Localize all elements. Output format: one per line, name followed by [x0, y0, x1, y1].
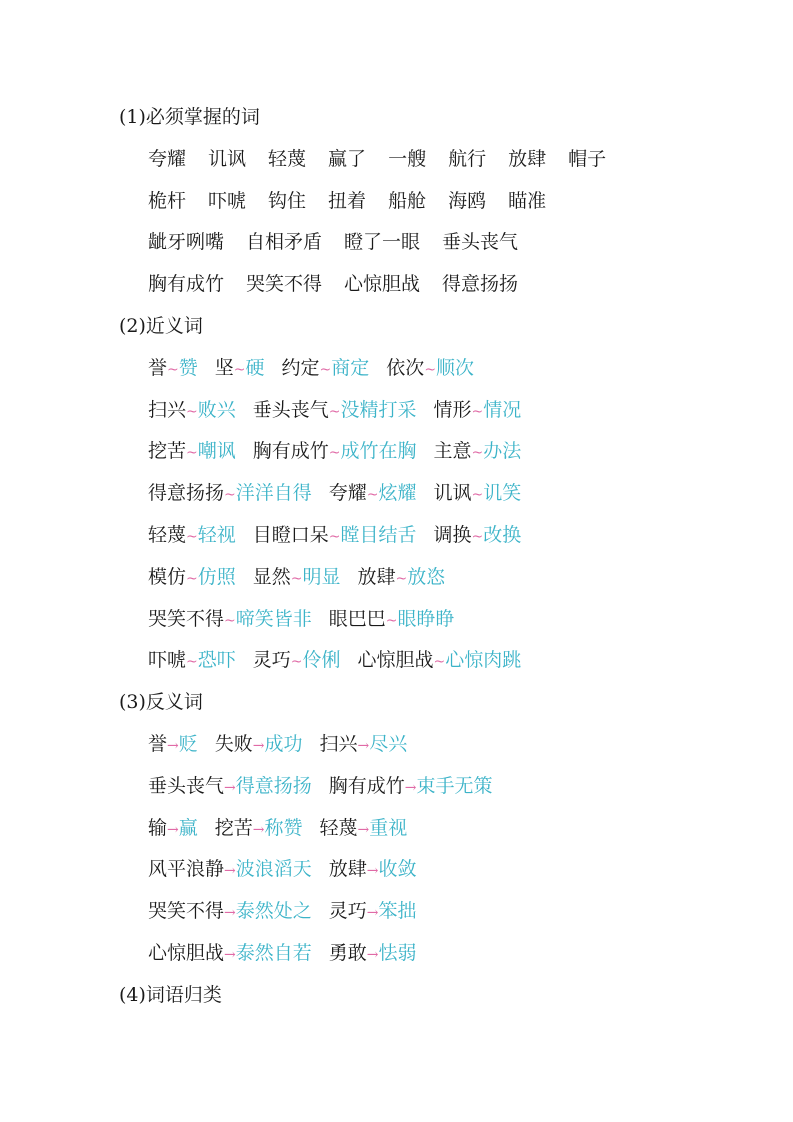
- word-row: [148, 774, 493, 800]
- vocab-word: [442, 230, 518, 254]
- word-row: [148, 607, 455, 633]
- synonym-tilde-icon: ~: [395, 570, 408, 587]
- word-text: 得意扬扬: [442, 273, 519, 296]
- word-text: 扭着: [328, 189, 367, 212]
- word-text: 誉: [148, 733, 168, 755]
- word-text: 依次: [386, 356, 425, 379]
- answer-word: 尽兴: [369, 733, 408, 755]
- word-pair: [215, 356, 265, 382]
- word-pair: [148, 481, 312, 507]
- word-pair: [320, 732, 408, 758]
- answer-word: 称赞: [264, 816, 303, 839]
- word-pair: [148, 899, 312, 925]
- word-text: 讥讽: [433, 482, 472, 505]
- answer-word: 束手无策: [416, 774, 493, 797]
- answer-word: 笨拙: [378, 900, 417, 923]
- vocab-word: [328, 189, 366, 213]
- word-pair: [148, 941, 312, 967]
- word-text: 龇牙咧嘴: [148, 231, 225, 254]
- section-heading: (1)必须掌握的词: [119, 106, 260, 128]
- vocab-word: [148, 272, 224, 296]
- answer-word: 成竹在胸: [340, 440, 417, 463]
- answer-word: 商定: [331, 356, 370, 379]
- antonym-arrow-icon: →: [366, 947, 379, 963]
- word-row: [148, 523, 521, 549]
- word-row: [148, 481, 521, 507]
- answer-word: 办法: [483, 440, 522, 463]
- antonym-arrow-icon: →: [167, 738, 179, 754]
- synonym-tilde-icon: ~: [433, 654, 446, 671]
- word-text: 垂头丧气: [148, 774, 225, 797]
- antonym-arrow-icon: →: [167, 821, 179, 838]
- antonym-arrow-icon: →: [366, 863, 379, 880]
- word-pair: [215, 732, 303, 758]
- answer-word: 心惊肉跳: [445, 649, 522, 672]
- synonym-tilde-icon: ~: [186, 654, 198, 671]
- word-pair: [434, 398, 522, 424]
- answer-word: 泰然自若: [235, 942, 312, 964]
- word-row: [148, 857, 417, 883]
- answer-word: 仿照: [197, 565, 236, 588]
- word-pair: [148, 523, 236, 549]
- word-text: 挖苦: [214, 816, 253, 839]
- word-pair: [148, 774, 312, 800]
- word-row: [148, 732, 407, 758]
- answer-word: 轻视: [197, 524, 236, 546]
- word-pair: [148, 857, 312, 883]
- word-text: 眼巴巴: [328, 607, 386, 630]
- word-text: 帽子: [568, 147, 607, 170]
- word-text: 轻蔑: [148, 524, 187, 546]
- word-text: 胸有成竹: [252, 440, 329, 463]
- synonym-tilde-icon: ~: [328, 403, 341, 420]
- word-pair: [282, 356, 370, 382]
- answer-word: 重视: [369, 816, 408, 839]
- word-text: 瞪了一眼: [344, 231, 421, 254]
- word-row: [148, 147, 606, 171]
- word-pair: [329, 941, 417, 967]
- answer-word: 炫耀: [378, 482, 417, 505]
- vocab-word: [448, 189, 486, 213]
- vocab-word: [568, 147, 606, 171]
- word-text: 瞄准: [508, 189, 547, 212]
- word-pair: [386, 356, 474, 382]
- word-text: 誉: [148, 356, 168, 379]
- word-text: 夸耀: [328, 482, 367, 505]
- word-text: 灵巧: [328, 900, 367, 923]
- synonym-tilde-icon: ~: [186, 403, 198, 420]
- vocab-word: [208, 147, 246, 171]
- word-pair: [320, 816, 408, 842]
- word-pair: [358, 565, 446, 591]
- word-text: 显然: [252, 565, 291, 588]
- vocab-word: [388, 147, 426, 171]
- answer-word: 嘲讽: [197, 440, 236, 463]
- synonym-tilde-icon: ~: [366, 487, 379, 504]
- word-pair: [215, 816, 303, 842]
- word-row: [148, 899, 417, 925]
- answer-word: 放恣: [407, 565, 446, 588]
- answer-word: 讥笑: [483, 482, 522, 505]
- word-pair: [329, 899, 417, 925]
- antonym-arrow-icon: →: [224, 905, 236, 922]
- synonym-tilde-icon: ~: [471, 529, 484, 545]
- word-text: 目瞪口呆: [252, 524, 329, 546]
- section-heading: (4)词语归类: [119, 983, 222, 1006]
- word-text: 心惊胆战: [357, 649, 434, 672]
- word-text: 心惊胆战: [344, 273, 421, 296]
- antonym-arrow-icon: →: [357, 738, 370, 754]
- word-pair: [253, 565, 341, 591]
- word-text: 扫兴: [319, 733, 358, 755]
- word-text: 桅杆: [148, 189, 187, 212]
- vocab-word: [448, 147, 486, 171]
- word-text: 讥讽: [208, 147, 247, 170]
- word-text: 放肆: [508, 147, 547, 170]
- word-row: [148, 398, 521, 424]
- word-row: [148, 230, 518, 254]
- answer-word: 伶俐: [302, 649, 341, 672]
- synonym-tilde-icon: ~: [186, 529, 198, 545]
- answer-word: 贬: [178, 733, 198, 755]
- word-text: 风平浪静: [148, 858, 225, 881]
- word-text: 哭笑不得: [246, 273, 323, 296]
- vocab-word: [148, 189, 186, 213]
- antonym-arrow-icon: →: [252, 821, 265, 838]
- word-text: 放肆: [328, 858, 367, 881]
- word-pair: [329, 481, 417, 507]
- word-pair: [434, 481, 522, 507]
- word-row: [148, 565, 445, 591]
- answer-word: 波浪滔天: [235, 858, 312, 881]
- vocab-word: [268, 189, 306, 213]
- word-pair: [358, 648, 522, 674]
- antonym-arrow-icon: →: [357, 821, 370, 838]
- word-text: 挖苦: [148, 440, 187, 463]
- word-text: 赢了: [328, 147, 367, 170]
- word-text: 坚: [214, 356, 234, 379]
- antonym-arrow-icon: →: [404, 779, 417, 796]
- answer-word: 赞: [178, 356, 198, 379]
- word-pair: [148, 398, 236, 424]
- word-text: 吓唬: [148, 649, 187, 672]
- word-pair: [434, 439, 522, 465]
- synonym-tilde-icon: ~: [290, 570, 303, 587]
- vocab-word: [344, 272, 420, 296]
- word-text: 输: [148, 816, 168, 839]
- word-text: 调换: [433, 524, 472, 546]
- word-text: 自相矛盾: [246, 231, 323, 254]
- word-text: 哭笑不得: [148, 900, 225, 923]
- word-text: 模仿: [148, 565, 187, 588]
- synonym-tilde-icon: ~: [224, 487, 236, 504]
- answer-word: 明显: [302, 565, 341, 588]
- word-row: [148, 648, 521, 674]
- word-row: [148, 439, 521, 465]
- word-pair: [148, 648, 236, 674]
- word-row: [148, 272, 518, 296]
- answer-word: 眼睁睁: [397, 607, 455, 630]
- answer-word: 瞠目结舌: [340, 524, 417, 546]
- word-text: 胸有成竹: [328, 774, 405, 797]
- word-pair: [253, 648, 341, 674]
- answer-word: 洋洋自得: [235, 482, 312, 505]
- synonym-tilde-icon: ~: [471, 445, 484, 462]
- answer-word: 硬: [245, 356, 265, 379]
- synonym-tilde-icon: ~: [319, 361, 332, 378]
- answer-word: 收敛: [378, 858, 417, 881]
- word-pair: [253, 523, 417, 549]
- vocab-word: [246, 230, 322, 254]
- antonym-arrow-icon: →: [366, 905, 379, 922]
- word-row: [148, 941, 417, 967]
- section-heading: (3)反义词: [119, 691, 203, 714]
- synonym-tilde-icon: ~: [167, 361, 179, 378]
- vocab-word: [508, 189, 546, 213]
- word-pair: [148, 439, 236, 465]
- vocab-word: [246, 272, 322, 296]
- vocab-word: [328, 147, 366, 171]
- answer-word: 改换: [483, 524, 522, 546]
- synonym-tilde-icon: ~: [233, 361, 246, 378]
- word-text: 心惊胆战: [148, 942, 225, 964]
- word-text: 轻蔑: [319, 816, 358, 839]
- word-pair: [148, 732, 198, 758]
- answer-word: 得意扬扬: [235, 774, 312, 797]
- word-row: [148, 356, 474, 382]
- vocab-word: [344, 230, 420, 254]
- synonym-tilde-icon: ~: [328, 445, 341, 462]
- word-text: 航行: [448, 147, 487, 170]
- word-text: 海鸥: [448, 189, 487, 212]
- answer-word: 败兴: [197, 398, 236, 421]
- vocab-word: [268, 147, 306, 171]
- word-text: 扫兴: [148, 398, 187, 421]
- vocab-word: [208, 189, 246, 213]
- word-pair: [253, 439, 417, 465]
- answer-word: 怯弱: [378, 942, 417, 964]
- answer-word: 没精打采: [340, 398, 417, 421]
- word-text: 灵巧: [252, 649, 291, 672]
- antonym-arrow-icon: →: [224, 863, 236, 880]
- word-pair: [329, 774, 493, 800]
- word-text: 一艘: [388, 147, 427, 170]
- word-text: 得意扬扬: [148, 482, 225, 505]
- synonym-tilde-icon: ~: [424, 361, 437, 378]
- vocab-word: [442, 272, 518, 296]
- word-text: 吓唬: [208, 189, 247, 212]
- vocab-word: [148, 147, 186, 171]
- synonym-tilde-icon: ~: [471, 403, 484, 420]
- answer-word: 恐吓: [197, 649, 236, 672]
- word-text: 垂头丧气: [252, 398, 329, 421]
- word-text: 垂头丧气: [442, 231, 519, 254]
- word-pair: [148, 607, 312, 633]
- word-text: 主意: [433, 440, 472, 463]
- word-pair: [148, 565, 236, 591]
- antonym-arrow-icon: →: [224, 947, 236, 963]
- vocab-word: [508, 147, 546, 171]
- word-row: [148, 189, 546, 213]
- vocab-word: [148, 230, 224, 254]
- answer-word: 情况: [483, 398, 522, 421]
- answer-word: 泰然处之: [235, 900, 312, 923]
- word-pair: [148, 816, 198, 842]
- word-pair: [148, 356, 198, 382]
- synonym-tilde-icon: ~: [385, 612, 398, 629]
- answer-word: 赢: [178, 816, 198, 839]
- word-text: 船舱: [388, 189, 427, 212]
- antonym-arrow-icon: →: [252, 738, 265, 754]
- word-text: 勇敢: [328, 942, 367, 964]
- word-pair: [434, 523, 522, 549]
- antonym-arrow-icon: →: [224, 779, 236, 796]
- word-text: 约定: [281, 356, 320, 379]
- word-text: 钩住: [268, 189, 307, 212]
- word-text: 轻蔑: [268, 147, 307, 170]
- synonym-tilde-icon: ~: [186, 445, 198, 462]
- word-text: 哭笑不得: [148, 607, 225, 630]
- answer-word: 顺次: [436, 356, 475, 379]
- word-pair: [329, 607, 455, 633]
- word-text: 放肆: [357, 565, 396, 588]
- vocab-word: [388, 189, 426, 213]
- word-pair: [253, 398, 417, 424]
- section-heading: (2)近义词: [119, 315, 203, 337]
- word-row: [148, 816, 407, 842]
- answer-word: 成功: [264, 733, 303, 755]
- synonym-tilde-icon: ~: [471, 487, 484, 504]
- synonym-tilde-icon: ~: [186, 570, 198, 587]
- synonym-tilde-icon: ~: [224, 612, 236, 629]
- synonym-tilde-icon: ~: [290, 654, 303, 671]
- word-text: 胸有成竹: [148, 273, 225, 296]
- synonym-tilde-icon: ~: [328, 529, 341, 545]
- word-text: 情形: [433, 398, 472, 421]
- answer-word: 啼笑皆非: [235, 607, 312, 630]
- word-pair: [329, 857, 417, 883]
- word-text: 失败: [214, 733, 253, 755]
- word-text: 夸耀: [148, 147, 187, 170]
